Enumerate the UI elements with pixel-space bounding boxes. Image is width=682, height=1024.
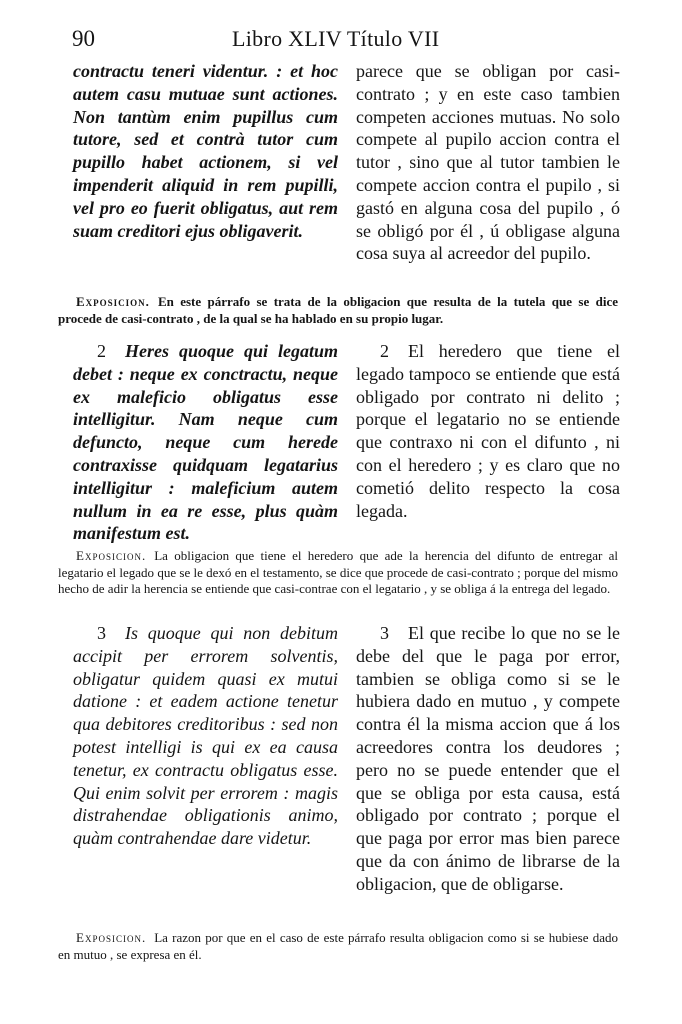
section-2-number-latin: 2	[97, 341, 106, 361]
exposition-text: La razon por que en el caso de este párrafo resulta obligacion como si se hubiese dado en mutuo , se expresa en él.	[58, 930, 618, 962]
exposition-text: La obligacion que tiene el heredero que ade la herencia del difunto de entregar al legatario el legado que se le dexó en el testamento, se dice que procede de casi-contrato ; porque del mismo hecho de adir la herencia se entiende que casi-contrae con el legatario , y se obliga á la entrega del legado.	[58, 548, 618, 596]
section-2-latin	[73, 340, 338, 545]
page-number: 90	[72, 26, 95, 51]
section-1-spanish: parece que se obligan por casi-contrato ; y en este caso tambien competen acciones mutuas. No solo compete al pupilo accion contra el tutor , sino que al tutor tambien le compete accion contra el pupilo , si gastó en alguna cosa del pupilo , ó se obligó por él , ú obligase alguna cosa suya al acreedor del pupilo.	[356, 61, 620, 264]
section-3-number-latin: 3	[97, 623, 106, 643]
section-3-latin-text: Is quoque qui non debitum accipit per errorem solventis, obligatur quidem quasi ex mutui datione : et eadem actione tenetur qua debitores creditoribus : sed non potest intelligi is qui ex ea causa tenetur, ex contractu obligatus esse. Qui enim solvit per errorem : magis distrahendae obligationis animo, quàm contrahendae dare videtur.	[73, 623, 338, 849]
section-1-latin: contractu teneri videntur. : et hoc autem casu mutuae sunt actiones. Non tantùm enim pupillus cum tutore, sed et contrà tutor cum pupillo habet actionem, si vel impenderit aliquid in rem pupilli, vel pro eo fuerit obligatus, aut rem suam creditori ejus obligaverit.	[73, 61, 338, 241]
section-3-spanish	[356, 622, 620, 896]
exposition-text: En este párrafo se trata de la obligacion que resulta de la tutela que se dice procede de casi-contrato , de la qual se ha hablado en su propio lugar.	[58, 294, 618, 326]
section-3-exposition	[58, 930, 618, 963]
page-header	[72, 26, 618, 56]
section-2-spanish-text: El heredero que tiene el legado tampoco se entiende que está obligado por contrato ni delito ; porque el legatario no se entiende que contraxo ni con el difunto , ni con el heredero ; y es claro que no cometió delito respecto la cosa legada.	[356, 341, 620, 521]
section-3-spanish-text: El que recibe lo que no se le debe del que le paga por error, tambien se obliga como si se le hubiera dado en mutuo , y compete contra él la misma accion que á los acreedores contra los deudores ; pero no se puede entender que el que se obliga por esta causa, está obligado por contrato ; porque el que paga por error mas bien parece que da con ánimo de librarse de la obligacion, que de obligarse.	[356, 623, 620, 894]
exposition-label: Exposicion.	[76, 930, 147, 945]
running-head: Libro XLIV Título VII	[232, 26, 440, 51]
section-1-exposition	[58, 294, 618, 327]
section-3-number-spanish: 3	[380, 623, 389, 643]
section-2-latin-text: Heres quoque qui legatum debet : neque ex conctractu, neque ex maleficio obligatus esse intelligitur. Nam neque cum defuncto, neque cum herede contraxisse quidquam legatarius intelligitur : maleficium autem nullum in ea re esse, plus quàm manifestum est.	[73, 341, 338, 544]
section-2-spanish	[356, 340, 620, 522]
exposition-label: Exposicion.	[76, 294, 150, 309]
exposition-label: Exposicion.	[76, 548, 147, 563]
section-3-latin	[73, 622, 338, 850]
section-2-exposition	[58, 548, 618, 598]
section-2-number-spanish: 2	[380, 341, 389, 361]
